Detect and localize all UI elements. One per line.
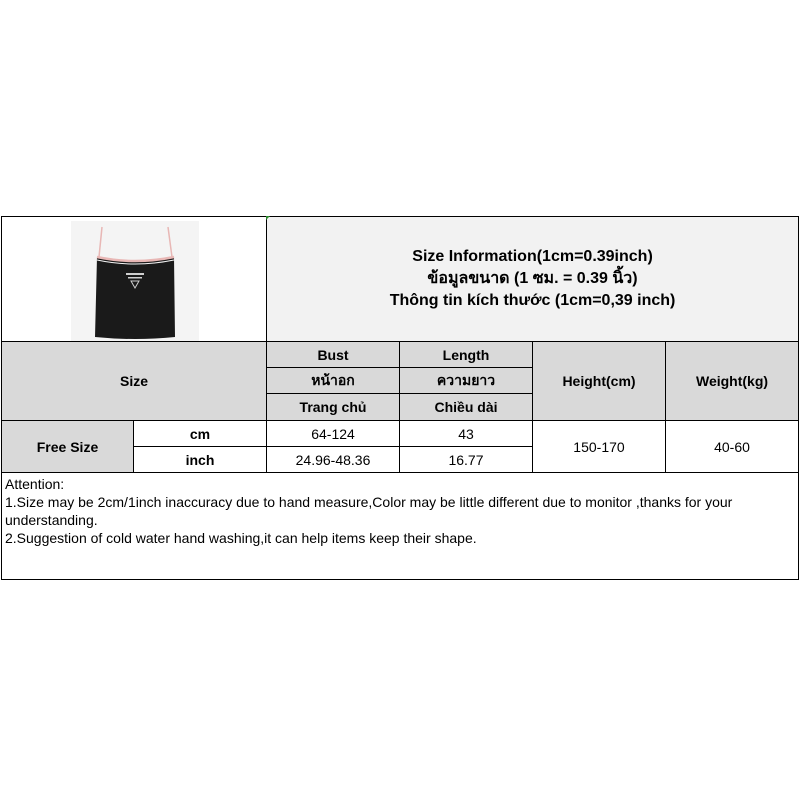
title-vietnamese: Thông tin kích thước (1cm=0,39 inch) [389,292,676,309]
title-thai: ข้อมูลขนาด (1 ซม. = 0.39 นิ้ว) [427,270,638,287]
unit-cm: cm [134,421,267,447]
length-inch-value: 16.77 [400,447,533,473]
height-value: 150-170 [533,421,666,473]
length-heading-th: ความยาว [400,368,533,394]
weight-value: 40-60 [666,421,799,473]
note-2: 2.Suggestion of cold water hand washing,it can help items keep their shape. [5,530,477,546]
title-cell [267,217,799,342]
notes-cell [2,473,799,580]
product-photo [71,221,199,342]
bust-cm-value: 64-124 [267,421,400,447]
weight-heading: Weight(kg) [666,342,799,421]
attention-label: Attention: [5,476,65,492]
note-1: 1.Size may be 2cm/1inch inaccuracy due to hand measure,Color may be little different due to monitor ,thanks for your understanding. [5,494,733,528]
length-heading-vi: Chiều dài [400,394,533,421]
row-label-free-size: Free Size [2,421,134,473]
length-heading-en: Length [400,342,533,368]
size-table [1,216,799,580]
bust-inch-value: 24.96-48.36 [267,447,400,473]
cell-corner-marker [266,216,270,220]
size-heading: Size [2,342,267,421]
product-photo-cell [2,217,267,342]
height-heading: Height(cm) [533,342,666,421]
bust-heading-th: หน้าอก [267,368,400,394]
size-chart [1,216,798,582]
bust-heading-vi: Trang chủ [267,394,400,421]
camisole-image [71,221,199,342]
length-cm-value: 43 [400,421,533,447]
unit-inch: inch [134,447,267,473]
title-english: Size Information(1cm=0.39inch) [412,248,653,265]
bust-heading-en: Bust [267,342,400,368]
